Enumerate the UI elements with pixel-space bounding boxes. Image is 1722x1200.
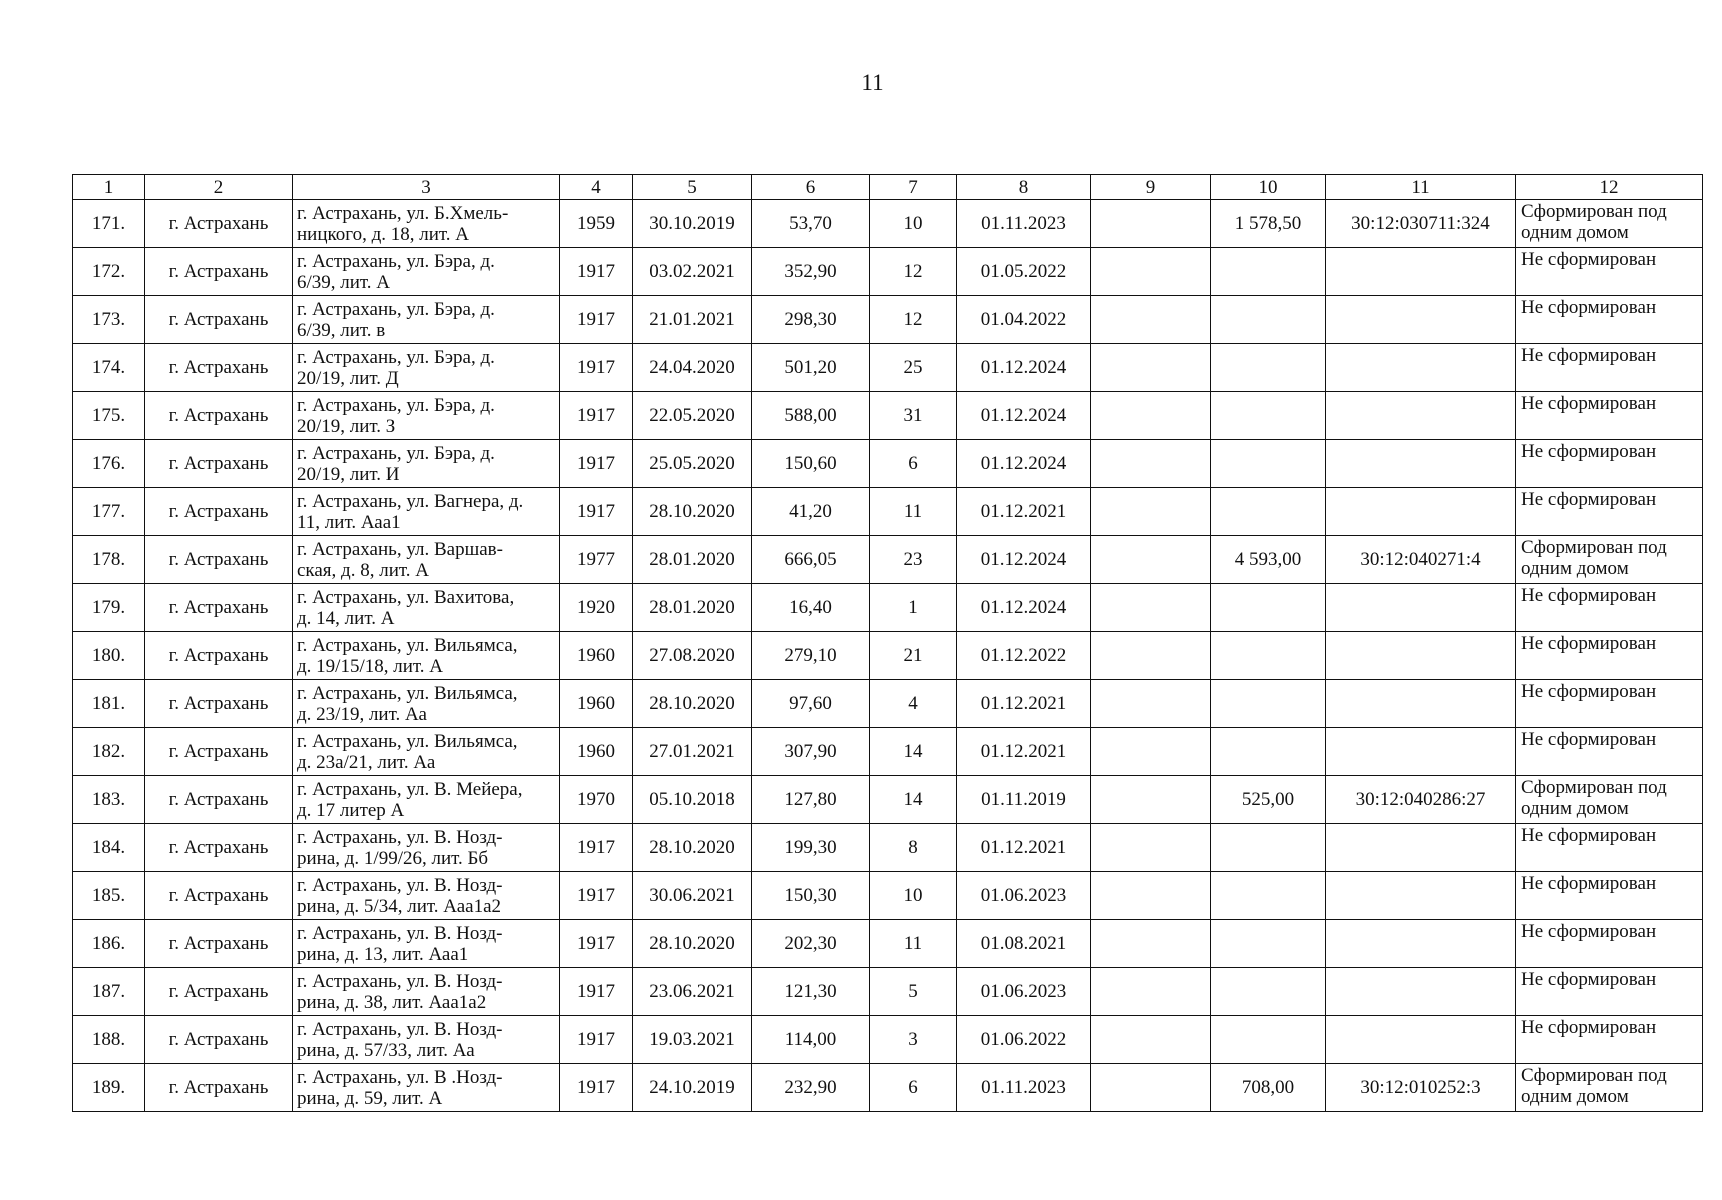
- table-cell-col-4: 1917: [560, 1016, 633, 1064]
- table-cell-col-12: Сформирован под одним домом: [1516, 200, 1703, 248]
- table-cell-col-5: 21.01.2021: [633, 296, 752, 344]
- table-cell-col-7: 14: [870, 776, 957, 824]
- table-cell-col-3: г. Астрахань, ул. Бэра, д. 6/39, лит. А: [293, 248, 560, 296]
- table-cell-col-1: 189.: [73, 1064, 145, 1112]
- table-cell-col-10: [1211, 248, 1326, 296]
- table-cell-col-9: [1091, 488, 1211, 536]
- table-cell-col-5: 28.10.2020: [633, 920, 752, 968]
- table-cell-col-5: 27.08.2020: [633, 632, 752, 680]
- table-cell-col-2: г. Астрахань: [145, 296, 293, 344]
- table-cell-col-6: 232,90: [752, 1064, 870, 1112]
- table-body: [73, 200, 1703, 1112]
- table-cell-col-7: 6: [870, 1064, 957, 1112]
- table-cell-col-12: Не сформирован: [1516, 488, 1703, 536]
- table-cell-col-9: [1091, 200, 1211, 248]
- table-cell-col-7: 4: [870, 680, 957, 728]
- table-cell-col-10: [1211, 344, 1326, 392]
- table-cell-col-11: 30:12:010252:3: [1326, 1064, 1516, 1112]
- table-cell-col-11: [1326, 680, 1516, 728]
- table-cell-col-4: 1917: [560, 296, 633, 344]
- table-row: [73, 776, 1703, 824]
- table-cell-col-4: 1977: [560, 536, 633, 584]
- table-cell-col-9: [1091, 824, 1211, 872]
- table-cell-col-2: г. Астрахань: [145, 584, 293, 632]
- table-cell-col-2: г. Астрахань: [145, 1064, 293, 1112]
- table-cell-col-8: 01.11.2023: [957, 200, 1091, 248]
- table-row: [73, 920, 1703, 968]
- table-cell-col-2: г. Астрахань: [145, 440, 293, 488]
- table-cell-col-7: 1: [870, 584, 957, 632]
- table-row: [73, 200, 1703, 248]
- table-cell-col-6: 202,30: [752, 920, 870, 968]
- table-cell-col-3: г. Астрахань, ул. В. Нозд- рина, д. 13, лит. Ааа1: [293, 920, 560, 968]
- table-row: [73, 344, 1703, 392]
- table-cell-col-8: 01.12.2021: [957, 488, 1091, 536]
- table-cell-col-12: Не сформирован: [1516, 344, 1703, 392]
- table-cell-col-2: г. Астрахань: [145, 776, 293, 824]
- table-cell-col-3: г. Астрахань, ул. Вильямса, д. 23а/21, лит. Аа: [293, 728, 560, 776]
- header-cell-col-1: 1: [73, 175, 145, 200]
- table-cell-col-10: 708,00: [1211, 1064, 1326, 1112]
- table-cell-col-6: 41,20: [752, 488, 870, 536]
- table-cell-col-12: Не сформирован: [1516, 392, 1703, 440]
- table-cell-col-8: 01.05.2022: [957, 248, 1091, 296]
- header-cell-col-10: 10: [1211, 175, 1326, 200]
- table-cell-col-7: 6: [870, 440, 957, 488]
- table-cell-col-2: г. Астрахань: [145, 392, 293, 440]
- table-cell-col-5: 30.10.2019: [633, 200, 752, 248]
- table-cell-col-8: 01.12.2024: [957, 536, 1091, 584]
- table-cell-col-5: 28.01.2020: [633, 536, 752, 584]
- table-cell-col-12: Не сформирован: [1516, 824, 1703, 872]
- table-cell-col-3: г. Астрахань, ул. В. Мейера, д. 17 литер А: [293, 776, 560, 824]
- table-cell-col-8: 01.06.2023: [957, 968, 1091, 1016]
- table-cell-col-9: [1091, 776, 1211, 824]
- table-cell-col-10: [1211, 296, 1326, 344]
- table-cell-col-11: [1326, 440, 1516, 488]
- table-cell-col-4: 1917: [560, 920, 633, 968]
- header-cell-col-5: 5: [633, 175, 752, 200]
- table-cell-col-3: г. Астрахань, ул. Бэра, д. 20/19, лит. Д: [293, 344, 560, 392]
- table-cell-col-5: 28.01.2020: [633, 584, 752, 632]
- table-cell-col-11: [1326, 488, 1516, 536]
- table-cell-col-7: 12: [870, 296, 957, 344]
- table-cell-col-1: 178.: [73, 536, 145, 584]
- table-cell-col-8: 01.12.2024: [957, 344, 1091, 392]
- table-cell-col-4: 1920: [560, 584, 633, 632]
- page-number: 11: [861, 70, 884, 95]
- table-cell-col-3: г. Астрахань, ул. Вагнера, д. 11, лит. Ааа1: [293, 488, 560, 536]
- table-cell-col-5: 05.10.2018: [633, 776, 752, 824]
- table-cell-col-2: г. Астрахань: [145, 536, 293, 584]
- table-cell-col-4: 1970: [560, 776, 633, 824]
- header-row: [73, 175, 1703, 200]
- table-cell-col-5: 28.10.2020: [633, 824, 752, 872]
- table-cell-col-12: Не сформирован: [1516, 248, 1703, 296]
- table-cell-col-4: 1917: [560, 392, 633, 440]
- table-cell-col-12: Не сформирован: [1516, 680, 1703, 728]
- table-cell-col-6: 279,10: [752, 632, 870, 680]
- table-cell-col-11: 30:12:040286:27: [1326, 776, 1516, 824]
- table-cell-col-8: 01.06.2022: [957, 1016, 1091, 1064]
- table-cell-col-5: 28.10.2020: [633, 488, 752, 536]
- table-cell-col-8: 01.08.2021: [957, 920, 1091, 968]
- table-cell-col-8: 01.12.2024: [957, 392, 1091, 440]
- table-cell-col-6: 150,60: [752, 440, 870, 488]
- table-cell-col-7: 11: [870, 920, 957, 968]
- table-cell-col-3: г. Астрахань, ул. Бэра, д. 6/39, лит. в: [293, 296, 560, 344]
- table-cell-col-12: Не сформирован: [1516, 584, 1703, 632]
- table-cell-col-6: 666,05: [752, 536, 870, 584]
- table-cell-col-3: г. Астрахань, ул. Бэра, д. 20/19, лит. И: [293, 440, 560, 488]
- table-cell-col-4: 1917: [560, 248, 633, 296]
- header-cell-col-7: 7: [870, 175, 957, 200]
- table-cell-col-3: г. Астрахань, ул. В. Нозд- рина, д. 5/34, лит. Ааа1а2: [293, 872, 560, 920]
- table-cell-col-3: г. Астрахань, ул. В .Нозд- рина, д. 59, лит. А: [293, 1064, 560, 1112]
- table-cell-col-2: г. Астрахань: [145, 872, 293, 920]
- table-cell-col-1: 179.: [73, 584, 145, 632]
- table-cell-col-9: [1091, 248, 1211, 296]
- table-cell-col-5: 24.10.2019: [633, 1064, 752, 1112]
- table-row: [73, 248, 1703, 296]
- table-cell-col-10: [1211, 1016, 1326, 1064]
- header-cell-col-2: 2: [145, 175, 293, 200]
- table-cell-col-7: 10: [870, 872, 957, 920]
- table-cell-col-9: [1091, 296, 1211, 344]
- table-cell-col-2: г. Астрахань: [145, 824, 293, 872]
- table-cell-col-12: Не сформирован: [1516, 920, 1703, 968]
- table-cell-col-1: 175.: [73, 392, 145, 440]
- table-cell-col-3: г. Астрахань, ул. Варшав- ская, д. 8, лит. А: [293, 536, 560, 584]
- table-cell-col-7: 21: [870, 632, 957, 680]
- table-row: [73, 536, 1703, 584]
- table-cell-col-10: [1211, 632, 1326, 680]
- table-cell-col-4: 1917: [560, 344, 633, 392]
- table-cell-col-9: [1091, 920, 1211, 968]
- table-cell-col-5: 24.04.2020: [633, 344, 752, 392]
- table-cell-col-3: г. Астрахань, ул. В. Нозд- рина, д. 57/33, лит. Аа: [293, 1016, 560, 1064]
- header-cell-col-12: 12: [1516, 175, 1703, 200]
- table-cell-col-9: [1091, 536, 1211, 584]
- table-cell-col-3: г. Астрахань, ул. Б.Хмель- ницкого, д. 18, лит. А: [293, 200, 560, 248]
- table-cell-col-8: 01.04.2022: [957, 296, 1091, 344]
- table-cell-col-6: 53,70: [752, 200, 870, 248]
- table-cell-col-12: Не сформирован: [1516, 968, 1703, 1016]
- table-cell-col-11: [1326, 632, 1516, 680]
- table-cell-col-10: [1211, 680, 1326, 728]
- table-cell-col-1: 181.: [73, 680, 145, 728]
- table-cell-col-5: 28.10.2020: [633, 680, 752, 728]
- table-cell-col-7: 11: [870, 488, 957, 536]
- table-cell-col-6: 150,30: [752, 872, 870, 920]
- table-cell-col-1: 186.: [73, 920, 145, 968]
- table-cell-col-12: Сформирован под одним домом: [1516, 1064, 1703, 1112]
- table-cell-col-6: 121,30: [752, 968, 870, 1016]
- table-cell-col-2: г. Астрахань: [145, 488, 293, 536]
- table-cell-col-11: [1326, 1016, 1516, 1064]
- table-cell-col-2: г. Астрахань: [145, 248, 293, 296]
- header-cell-col-11: 11: [1326, 175, 1516, 200]
- table-cell-col-5: 19.03.2021: [633, 1016, 752, 1064]
- table-cell-col-11: [1326, 584, 1516, 632]
- table-cell-col-2: г. Астрахань: [145, 728, 293, 776]
- table-row: [73, 680, 1703, 728]
- table-cell-col-2: г. Астрахань: [145, 920, 293, 968]
- table-cell-col-12: Не сформирован: [1516, 440, 1703, 488]
- table-cell-col-1: 187.: [73, 968, 145, 1016]
- table-cell-col-11: [1326, 248, 1516, 296]
- table-cell-col-4: 1917: [560, 824, 633, 872]
- table-row: [73, 296, 1703, 344]
- table-cell-col-5: 03.02.2021: [633, 248, 752, 296]
- table-cell-col-1: 185.: [73, 872, 145, 920]
- table-cell-col-6: 352,90: [752, 248, 870, 296]
- table-cell-col-7: 12: [870, 248, 957, 296]
- table-cell-col-9: [1091, 632, 1211, 680]
- table-cell-col-6: 127,80: [752, 776, 870, 824]
- header-cell-col-3: 3: [293, 175, 560, 200]
- table-cell-col-9: [1091, 680, 1211, 728]
- table-cell-col-5: 22.05.2020: [633, 392, 752, 440]
- table-cell-col-12: Не сформирован: [1516, 728, 1703, 776]
- table-row: [73, 728, 1703, 776]
- table-cell-col-7: 5: [870, 968, 957, 1016]
- table-cell-col-4: 1960: [560, 728, 633, 776]
- table-cell-col-3: г. Астрахань, ул. В. Нозд- рина, д. 1/99/26, лит. Бб: [293, 824, 560, 872]
- table-header: [73, 175, 1703, 200]
- table-row: [73, 1016, 1703, 1064]
- table-cell-col-5: 30.06.2021: [633, 872, 752, 920]
- table-cell-col-7: 14: [870, 728, 957, 776]
- table-cell-col-2: г. Астрахань: [145, 968, 293, 1016]
- table-row: [73, 488, 1703, 536]
- table-cell-col-7: 10: [870, 200, 957, 248]
- table-cell-col-12: Не сформирован: [1516, 632, 1703, 680]
- table-cell-col-1: 188.: [73, 1016, 145, 1064]
- table-cell-col-7: 25: [870, 344, 957, 392]
- table-cell-col-12: Не сформирован: [1516, 1016, 1703, 1064]
- table-cell-col-10: [1211, 872, 1326, 920]
- table-cell-col-10: [1211, 584, 1326, 632]
- table-cell-col-6: 588,00: [752, 392, 870, 440]
- table-cell-col-10: [1211, 488, 1326, 536]
- table-cell-col-1: 180.: [73, 632, 145, 680]
- table-cell-col-3: г. Астрахань, ул. Вахитова, д. 14, лит. А: [293, 584, 560, 632]
- table-cell-col-10: [1211, 968, 1326, 1016]
- data-table: [72, 174, 1703, 1112]
- header-cell-col-8: 8: [957, 175, 1091, 200]
- table-cell-col-10: [1211, 824, 1326, 872]
- table-cell-col-11: 30:12:030711:324: [1326, 200, 1516, 248]
- table-row: [73, 632, 1703, 680]
- table-row: [73, 824, 1703, 872]
- table-cell-col-6: 298,30: [752, 296, 870, 344]
- table-cell-col-8: 01.06.2023: [957, 872, 1091, 920]
- table-cell-col-1: 174.: [73, 344, 145, 392]
- table-cell-col-4: 1959: [560, 200, 633, 248]
- table-cell-col-8: 01.12.2021: [957, 728, 1091, 776]
- table-cell-col-4: 1917: [560, 968, 633, 1016]
- table-cell-col-1: 172.: [73, 248, 145, 296]
- table-cell-col-12: Сформирован под одним домом: [1516, 536, 1703, 584]
- table-cell-col-8: 01.11.2023: [957, 1064, 1091, 1112]
- table-cell-col-12: Не сформирован: [1516, 296, 1703, 344]
- table-cell-col-7: 31: [870, 392, 957, 440]
- table-cell-col-4: 1960: [560, 680, 633, 728]
- table-cell-col-11: [1326, 392, 1516, 440]
- table-cell-col-3: г. Астрахань, ул. Вильямса, д. 23/19, лит. Аа: [293, 680, 560, 728]
- table-cell-col-10: 4 593,00: [1211, 536, 1326, 584]
- table-cell-col-10: 1 578,50: [1211, 200, 1326, 248]
- table-cell-col-8: 01.11.2019: [957, 776, 1091, 824]
- table-cell-col-10: [1211, 440, 1326, 488]
- table-cell-col-5: 27.01.2021: [633, 728, 752, 776]
- table-cell-col-7: 3: [870, 1016, 957, 1064]
- header-cell-col-4: 4: [560, 175, 633, 200]
- table-cell-col-11: [1326, 968, 1516, 1016]
- table-cell-col-4: 1917: [560, 488, 633, 536]
- table-cell-col-2: г. Астрахань: [145, 632, 293, 680]
- header-cell-col-6: 6: [752, 175, 870, 200]
- table-cell-col-1: 173.: [73, 296, 145, 344]
- table-cell-col-9: [1091, 344, 1211, 392]
- table-cell-col-9: [1091, 1016, 1211, 1064]
- table-cell-col-11: [1326, 296, 1516, 344]
- table-cell-col-8: 01.12.2024: [957, 584, 1091, 632]
- table-cell-col-8: 01.12.2024: [957, 440, 1091, 488]
- table-cell-col-1: 182.: [73, 728, 145, 776]
- table-cell-col-5: 23.06.2021: [633, 968, 752, 1016]
- table-cell-col-10: [1211, 920, 1326, 968]
- table-cell-col-6: 199,30: [752, 824, 870, 872]
- table-cell-col-3: г. Астрахань, ул. Вильямса, д. 19/15/18, лит. А: [293, 632, 560, 680]
- table-row: [73, 1064, 1703, 1112]
- table-cell-col-12: Не сформирован: [1516, 872, 1703, 920]
- table-cell-col-2: г. Астрахань: [145, 1016, 293, 1064]
- table-cell-col-11: 30:12:040271:4: [1326, 536, 1516, 584]
- table-cell-col-9: [1091, 440, 1211, 488]
- table-cell-col-7: 23: [870, 536, 957, 584]
- table-row: [73, 584, 1703, 632]
- table-cell-col-4: 1917: [560, 1064, 633, 1112]
- table-cell-col-10: 525,00: [1211, 776, 1326, 824]
- table-cell-col-2: г. Астрахань: [145, 200, 293, 248]
- table-cell-col-6: 114,00: [752, 1016, 870, 1064]
- table-cell-col-9: [1091, 584, 1211, 632]
- table-cell-col-8: 01.12.2022: [957, 632, 1091, 680]
- table-cell-col-12: Сформирован под одним домом: [1516, 776, 1703, 824]
- table-cell-col-3: г. Астрахань, ул. В. Нозд- рина, д. 38, лит. Ааа1а2: [293, 968, 560, 1016]
- table-cell-col-1: 183.: [73, 776, 145, 824]
- table-cell-col-9: [1091, 728, 1211, 776]
- table-cell-col-8: 01.12.2021: [957, 680, 1091, 728]
- table-cell-col-9: [1091, 872, 1211, 920]
- table-row: [73, 440, 1703, 488]
- table-cell-col-4: 1917: [560, 440, 633, 488]
- table-cell-col-7: 8: [870, 824, 957, 872]
- table-cell-col-8: 01.12.2021: [957, 824, 1091, 872]
- table-cell-col-2: г. Астрахань: [145, 344, 293, 392]
- table-cell-col-6: 307,90: [752, 728, 870, 776]
- table-cell-col-4: 1917: [560, 872, 633, 920]
- table-cell-col-9: [1091, 1064, 1211, 1112]
- table-cell-col-11: [1326, 344, 1516, 392]
- table-cell-col-9: [1091, 392, 1211, 440]
- table-cell-col-10: [1211, 728, 1326, 776]
- table-cell-col-9: [1091, 968, 1211, 1016]
- header-cell-col-9: 9: [1091, 175, 1211, 200]
- table-cell-col-1: 176.: [73, 440, 145, 488]
- table-cell-col-11: [1326, 728, 1516, 776]
- table-cell-col-6: 501,20: [752, 344, 870, 392]
- table-row: [73, 968, 1703, 1016]
- table-row: [73, 392, 1703, 440]
- table-cell-col-11: [1326, 824, 1516, 872]
- table-cell-col-4: 1960: [560, 632, 633, 680]
- table-cell-col-11: [1326, 872, 1516, 920]
- table-row: [73, 872, 1703, 920]
- table-cell-col-1: 171.: [73, 200, 145, 248]
- table-cell-col-3: г. Астрахань, ул. Бэра, д. 20/19, лит. З: [293, 392, 560, 440]
- table-cell-col-1: 177.: [73, 488, 145, 536]
- table-cell-col-11: [1326, 920, 1516, 968]
- table-cell-col-5: 25.05.2020: [633, 440, 752, 488]
- table-cell-col-1: 184.: [73, 824, 145, 872]
- table-cell-col-6: 16,40: [752, 584, 870, 632]
- table-cell-col-10: [1211, 392, 1326, 440]
- table-cell-col-6: 97,60: [752, 680, 870, 728]
- table-cell-col-2: г. Астрахань: [145, 680, 293, 728]
